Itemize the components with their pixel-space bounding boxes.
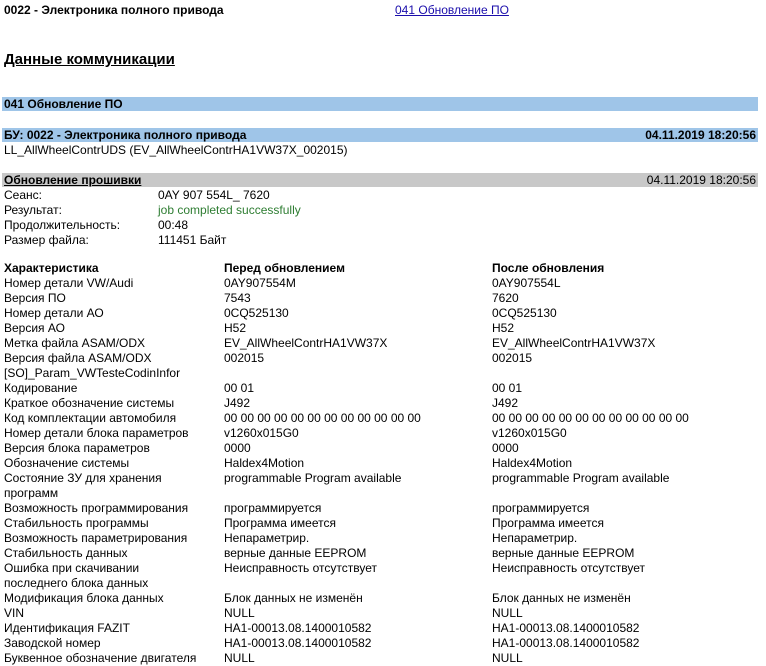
table-row — [0, 396, 766, 411]
cell-characteristic: Номер детали VW/Audi — [4, 276, 134, 290]
table-row — [0, 606, 766, 621]
cell-before: программируется — [224, 501, 322, 515]
table-row — [0, 456, 766, 471]
cell-after: NULL — [492, 606, 523, 620]
cell-after: программируется — [492, 501, 590, 515]
cell-after: 7620 — [492, 291, 519, 305]
cell-before: EV_AllWheelContrHA1VW37X — [224, 336, 388, 350]
cell-characteristic: Версия ПО — [4, 291, 66, 305]
cell-characteristic: Модификация блока данных — [4, 591, 164, 605]
cell-before: Программа имеется — [224, 516, 336, 530]
cell-characteristic: Стабильность данных — [4, 546, 128, 560]
session-row — [0, 233, 766, 248]
table-row — [0, 516, 766, 531]
cell-before: 0CQ525130 — [224, 306, 289, 320]
table-row — [0, 426, 766, 441]
cell-characteristic: Номер детали АО — [4, 306, 104, 320]
table-row — [0, 531, 766, 546]
table-row — [0, 486, 766, 501]
header-after: После обновления — [492, 261, 605, 275]
table-header — [0, 261, 766, 276]
cell-characteristic: Возможность параметрирования — [4, 531, 188, 545]
cell-after: 0CQ525130 — [492, 306, 557, 320]
cell-characteristic: Метка файла ASAM/ODX — [4, 336, 146, 350]
header-characteristic: Характеристика — [4, 261, 99, 275]
cell-after: 0AY907554L — [492, 276, 561, 290]
table-row — [0, 291, 766, 306]
table-row — [0, 381, 766, 396]
table-row — [0, 351, 766, 366]
cell-characteristic: последнего блока данных — [4, 576, 149, 590]
table-row — [0, 561, 766, 576]
cell-characteristic: Версия АО — [4, 321, 65, 335]
cell-before: 00 01 — [224, 381, 255, 395]
cell-characteristic: программ — [4, 486, 59, 500]
ecu-bar — [2, 128, 758, 142]
ecu-title: 0022 - Электроника полного привода — [4, 3, 224, 17]
cell-characteristic: Краткое обозначение системы — [4, 396, 175, 410]
cell-before: programmable Program available — [224, 471, 402, 485]
cell-before: 002015 — [224, 351, 265, 365]
cell-after: J492 — [492, 396, 519, 410]
session-row — [0, 218, 766, 233]
table-row — [0, 621, 766, 636]
cell-characteristic: Код комплектации автомобиля — [4, 411, 177, 425]
table-row — [0, 501, 766, 516]
table-row — [0, 336, 766, 351]
cell-characteristic: Обозначение системы — [4, 456, 130, 470]
session-row — [0, 203, 766, 218]
cell-after: 0000 — [492, 441, 519, 455]
cell-before: 7543 — [224, 291, 251, 305]
cell-characteristic: Номер детали блока параметров — [4, 426, 189, 440]
cell-after: 00 01 — [492, 381, 523, 395]
cell-after: 002015 — [492, 351, 533, 365]
ecu-identification: LL_AllWheelContrUDS (EV_AllWheelContrHA1VW37X_002015) — [4, 143, 348, 157]
cell-after: Блок данных не изменён — [492, 591, 631, 605]
cell-before: Непараметрир. — [224, 531, 310, 545]
cell-before: HA1-00013.08.1400010582 — [224, 621, 372, 635]
cell-characteristic: Ошибка при скачивании — [4, 561, 140, 575]
section-bar-label: 041 Обновление ПО — [4, 97, 123, 111]
header-before: Перед обновлением — [224, 261, 345, 275]
cell-after: Haldex4Motion — [492, 456, 573, 470]
cell-characteristic: Версия блока параметров — [4, 441, 150, 455]
session-label: Продолжительность: — [4, 218, 121, 232]
cell-characteristic: Стабильность программы — [4, 516, 149, 530]
session-label: Результат: — [4, 203, 62, 217]
ecu-bar-label: БУ: 0022 - Электроника полного привода — [4, 128, 247, 142]
cell-before: Блок данных не изменён — [224, 591, 363, 605]
table-row — [0, 441, 766, 456]
cell-after: HA1-00013.08.1400010582 — [492, 621, 640, 635]
section-bar — [2, 97, 758, 111]
cell-characteristic: Идентификация FAZIT — [4, 621, 130, 635]
cell-after: programmable Program available — [492, 471, 670, 485]
session-row — [0, 188, 766, 203]
cell-characteristic: Версия файла ASAM/ODX — [4, 351, 152, 365]
cell-after: Неисправность отсутствует — [492, 561, 646, 575]
cell-after: NULL — [492, 651, 523, 665]
session-value: 00:48 — [158, 218, 189, 232]
cell-after: H52 — [492, 321, 515, 335]
table-row — [0, 591, 766, 606]
session-label: Сеанс: — [4, 188, 42, 202]
flash-bar-datetime: 04.11.2019 18:20:56 — [646, 173, 756, 187]
cell-characteristic: Состояние ЗУ для хранения — [4, 471, 162, 485]
session-value: job completed successfully — [158, 203, 301, 217]
table-row — [0, 471, 766, 486]
table-row — [0, 636, 766, 651]
software-update-link[interactable]: 041 Обновление ПО — [395, 3, 509, 17]
table-row — [0, 276, 766, 291]
session-value: 111451 Байт — [158, 233, 227, 247]
cell-before: J492 — [224, 396, 251, 410]
cell-characteristic: Кодирование — [4, 381, 78, 395]
cell-before: Неисправность отсутствует — [224, 561, 378, 575]
table-row — [0, 546, 766, 561]
table-row — [0, 576, 766, 591]
cell-after: v1260x015G0 — [492, 426, 567, 440]
cell-after: верные данные EEPROM — [492, 546, 635, 560]
cell-after: HA1-00013.08.1400010582 — [492, 636, 640, 650]
cell-before: v1260x015G0 — [224, 426, 299, 440]
session-value: 0AY 907 554L_ 7620 — [158, 188, 270, 202]
cell-after: Непараметрир. — [492, 531, 578, 545]
ecu-bar-datetime: 04.11.2019 18:20:56 — [645, 128, 756, 142]
cell-characteristic: Заводской номер — [4, 636, 101, 650]
cell-after: EV_AllWheelContrHA1VW37X — [492, 336, 656, 350]
cell-after: Программа имеется — [492, 516, 604, 530]
table-row — [0, 306, 766, 321]
cell-before: H52 — [224, 321, 247, 335]
cell-before: верные данные EEPROM — [224, 546, 367, 560]
cell-characteristic: Буквенное обозначение двигателя — [4, 651, 197, 665]
cell-before: HA1-00013.08.1400010582 — [224, 636, 372, 650]
cell-after: 00 00 00 00 00 00 00 00 00 00 00 00 — [492, 411, 689, 425]
page-title: Данные коммуникации — [4, 51, 175, 68]
cell-before: Haldex4Motion — [224, 456, 305, 470]
cell-characteristic: VIN — [4, 606, 25, 620]
table-row — [0, 411, 766, 426]
table-row — [0, 651, 766, 666]
cell-characteristic: Возможность программирования — [4, 501, 189, 515]
table-row — [0, 321, 766, 336]
cell-characteristic: [SO]_Param_VWTesteCodinInfor — [4, 366, 181, 380]
table-row — [0, 366, 766, 381]
flash-bar — [2, 173, 758, 187]
cell-before: 00 00 00 00 00 00 00 00 00 00 00 00 — [224, 411, 421, 425]
cell-before: 0000 — [224, 441, 251, 455]
session-label: Размер файла: — [4, 233, 89, 247]
cell-before: NULL — [224, 651, 255, 665]
cell-before: NULL — [224, 606, 255, 620]
cell-before: 0AY907554M — [224, 276, 296, 290]
flash-bar-label: Обновление прошивки — [4, 173, 142, 187]
